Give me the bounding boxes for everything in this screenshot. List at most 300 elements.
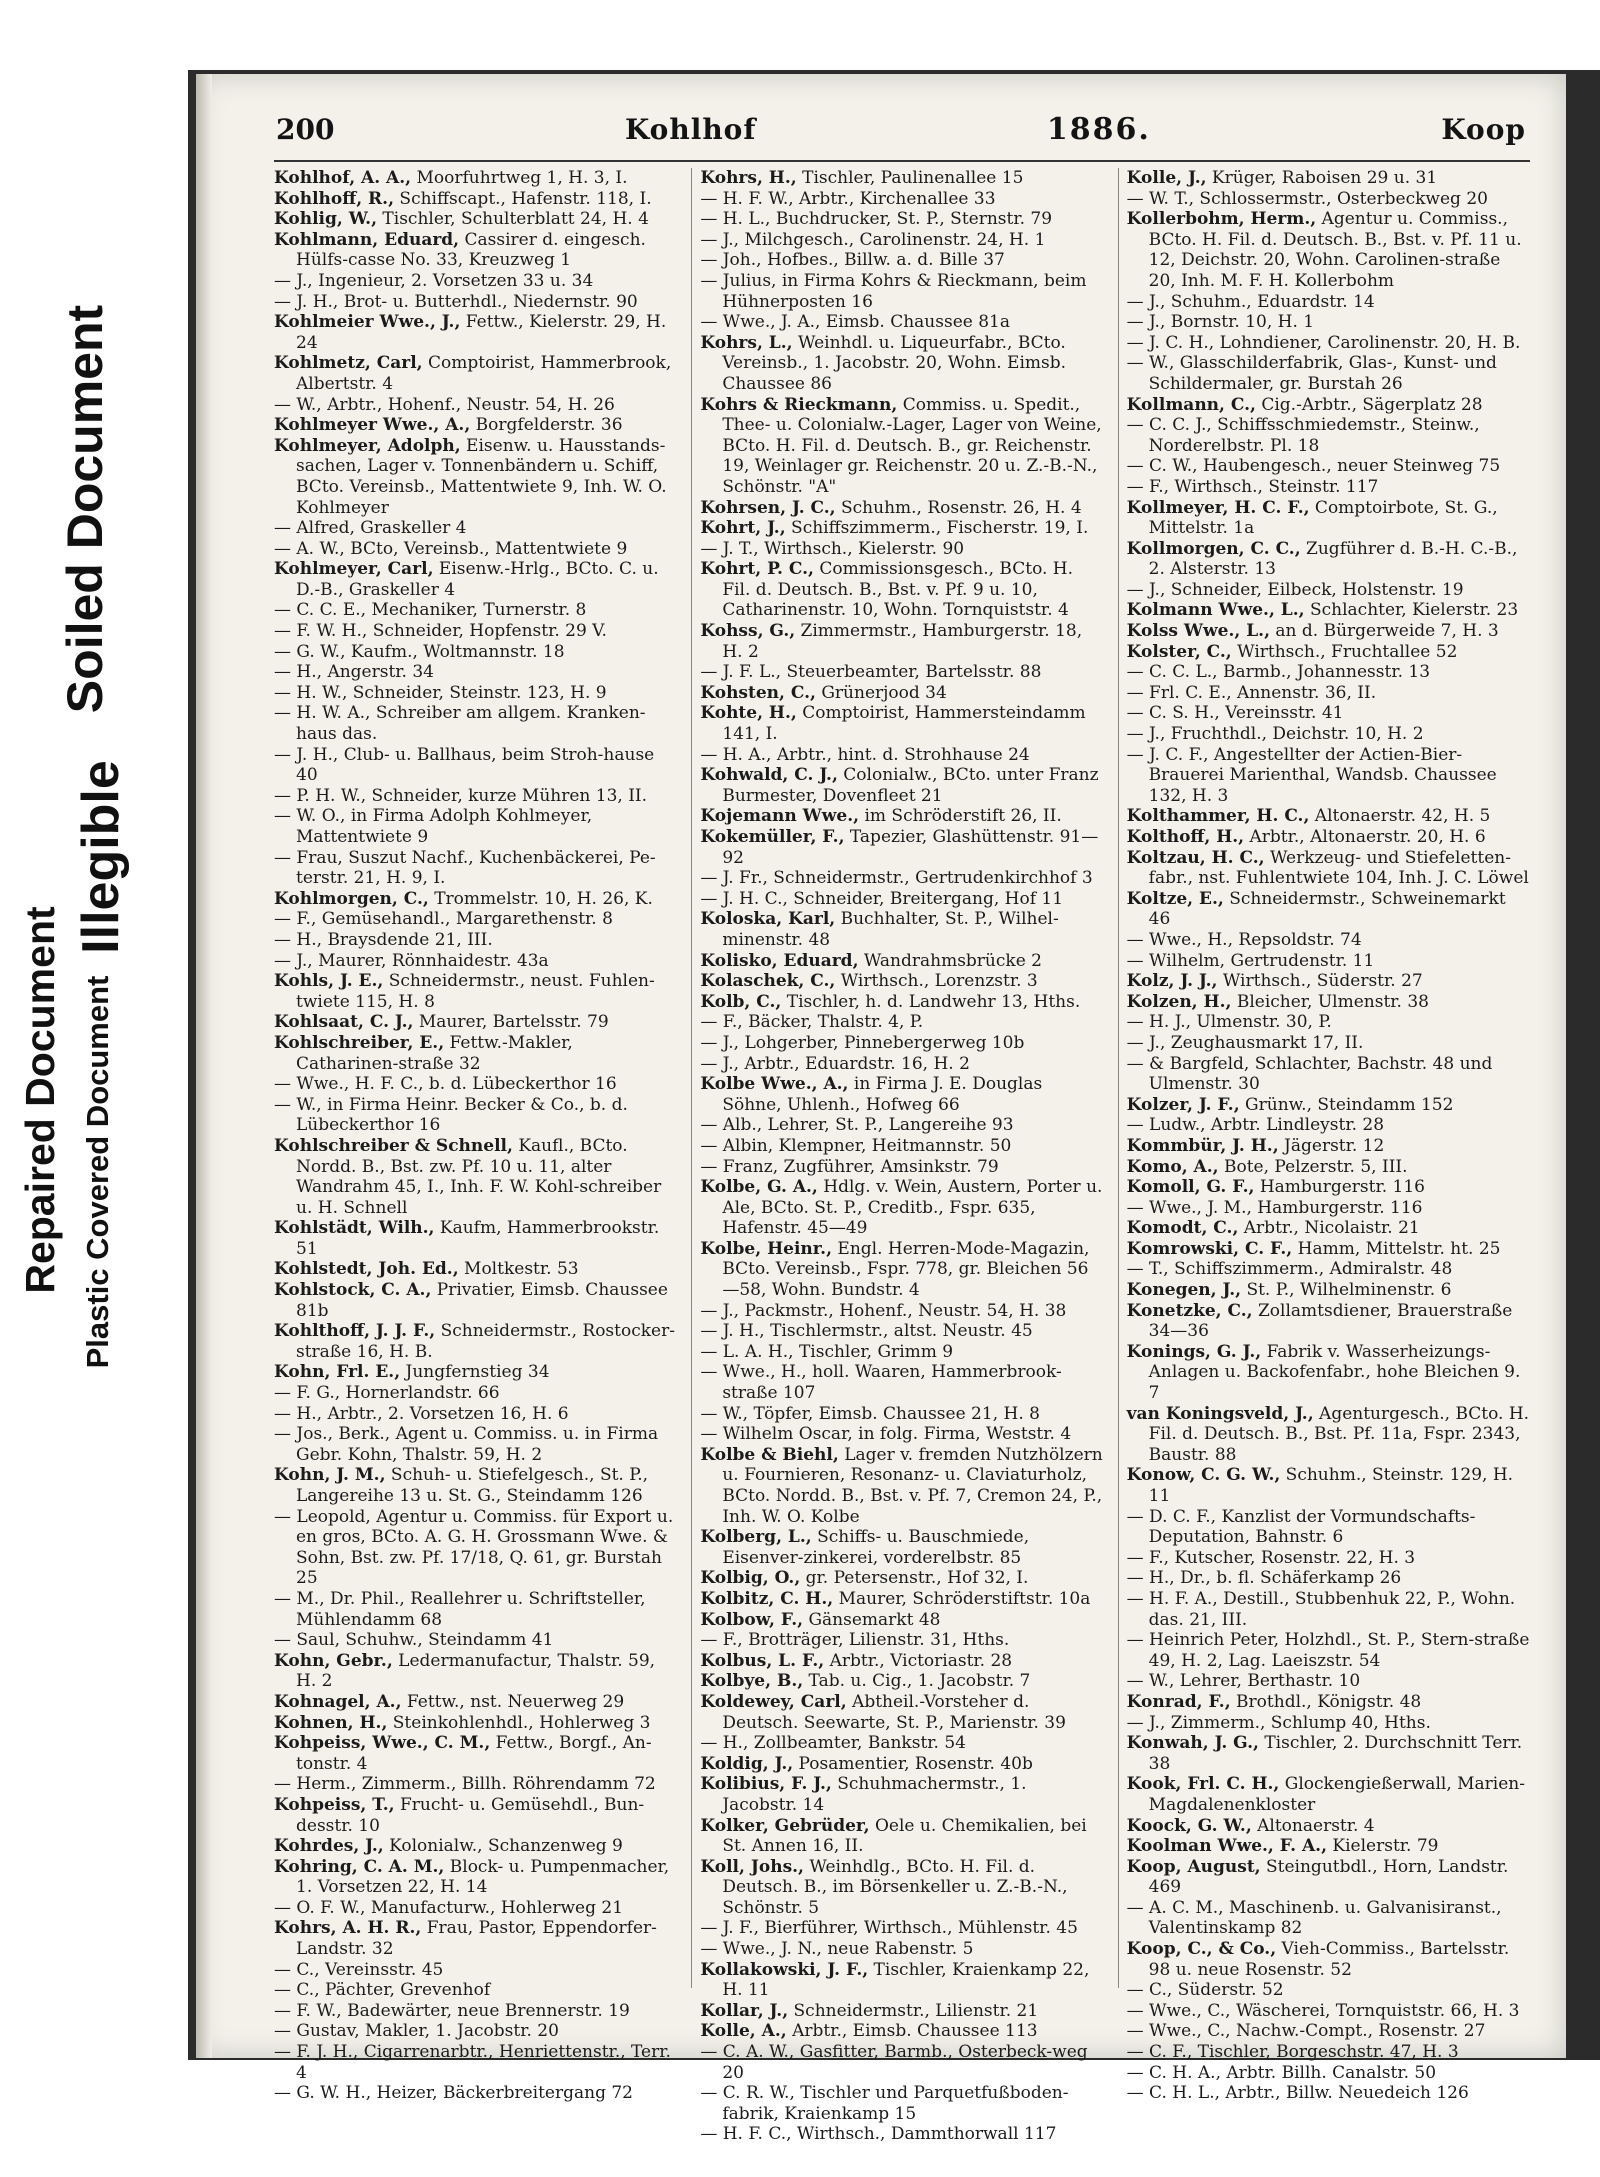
column-2 [691,168,1103,2145]
entry-name: Kohpeiss, Wwe., C. M., [274,1733,491,1754]
directory-entry [700,1816,1103,1857]
entry-details: Comptoirist, Hammersteindamm 141, I. [722,703,1086,745]
entry-name: Kolle, A., [700,2021,787,2042]
directory-entry [1127,1692,1530,1713]
entry-details: Arbtr., Altonaerstr. 20, H. 6 [1244,827,1486,847]
directory-entry [1127,580,1530,601]
directory-entry [1127,1218,1530,1239]
directory-entry [1127,415,1530,456]
entry-details: Kielerstr. 79 [1327,1836,1439,1857]
directory-entry [700,1754,1103,1775]
entry-details: — C., Süderstr. 52 [1126,1980,1284,2001]
entry-details: — Franz, Zugführer, Amsinkstr. 79 [700,1156,999,1177]
entry-details: gr. Petersenstr., Hof 32, I. [800,1568,1029,1589]
entry-details: Schlachter, Kielerstr. 23 [1304,600,1519,621]
entry-details: — Saul, Schuhw., Steindamm 41 [274,1630,554,1651]
directory-entry [274,889,677,910]
entry-details: — J., Ingenieur, 2. Vorsetzen 33 u. 34 [274,270,594,291]
entry-details: — C. C. J., Schiffsschmiedemstr., Steinw., Norderelbstr. Pl. 18 [1126,415,1480,456]
entry-name: Kolzer, J. F., [1126,1094,1240,1115]
directory-entry [1127,848,1530,889]
directory-entry [700,1733,1103,1754]
entry-details: Schiffszimmerm., Fischerstr. 19, I. [785,518,1089,539]
entry-details: Wandrahmsbrücke 2 [858,950,1042,971]
entry-details: — C., Pächter, Grevenhof [274,1980,491,2001]
entry-details: Weinhdlg., BCto. H. Fil. d. Deutsch. B., im Börsenkeller u. Z.-B.-N., Schönstr. 5 [722,1856,1068,1918]
label-repaired-document: Repaired Document [17,906,63,1294]
entry-details: — H., Braysdende 21, III. [274,929,493,950]
entry-details: — C., Vereinsstr. 45 [274,1959,444,1980]
condition-labels [0,0,185,2177]
entry-name: Kolmann Wwe., L., [1126,600,1305,621]
directory-entry [274,1259,677,1280]
entry-details: Trommelstr. 10, H. 26, K. [428,888,653,909]
entry-name: Kohrs, L., [700,332,793,353]
directory-page [196,74,1566,2145]
entry-name: Kolisko, Eduard, [700,950,859,971]
entry-name: Kolb, C., [700,991,782,1012]
entry-details: Schuhmachermstr., 1. Jacobstr. 14 [722,1774,1027,1815]
entry-name: Kohlstock, C. A., [274,1280,432,1301]
entry-name: Kohlschreiber & Schnell, [274,1135,513,1156]
entry-details: — & Bargfeld, Schlachter, Bachstr. 48 und Ulmenstr. 30 [1126,1053,1493,1095]
entry-name: Kolthammer, H. C., [1126,806,1310,827]
directory-entry [274,1321,677,1362]
entry-details: — J., Zeughausmarkt 17, II. [1126,1032,1364,1053]
directory-entry [1127,1980,1530,2001]
entry-name: Kohlmeyer, Adolph, [274,435,461,456]
entry-details: — C. H. A., Arbtr. Billh. Canalstr. 50 [1126,2062,1437,2083]
entry-name: Koltze, E., [1126,888,1224,909]
directory-entry [274,1774,677,1795]
directory-entry [700,765,1103,806]
entry-name: Koock, G. W., [1126,1815,1252,1836]
directory-entry [700,250,1103,271]
entry-details: Schuhm., Steinstr. 129, H. 11 [1148,1465,1514,1506]
entry-name: Kokemüller, F., [700,827,845,847]
entry-name: Kohn, J. M., [274,1465,386,1486]
directory-entry [1127,498,1530,539]
directory-entry [700,662,1103,683]
entry-name: Koldig, J., [700,1753,794,1774]
entry-details: Arbtr., Eimsb. Chaussee 113 [786,2021,1038,2042]
directory-entry [700,1671,1103,1692]
entry-details: — H., Dr., b. fl. Schäferkamp 26 [1126,1568,1402,1589]
directory-entry [274,848,677,889]
directory-entry [700,168,1103,189]
entry-details: — W. O., in Firma Adolph Kohlmeyer, Mattentwiete 9 [274,806,593,847]
directory-entry [274,415,677,436]
directory-entry [1127,1033,1530,1054]
directory-entry [700,1610,1103,1631]
entry-name: Konrad, F., [1126,1691,1231,1712]
directory-entry [700,230,1103,251]
directory-entry [274,786,677,807]
directory-entry [274,1507,677,1589]
directory-entry [700,518,1103,539]
entry-details: — J., Milchgesch., Carolinenstr. 24, H. 1 [700,229,1046,250]
entry-details: — W., in Firma Heinr. Becker & Co., b. d. Lübeckerthor 16 [274,1094,628,1136]
directory-entry [274,312,677,353]
entry-name: Koltzau, H. C., [1126,847,1265,868]
directory-entry [700,1857,1103,1919]
entry-details: Zimmermstr., Hamburgerstr. 18, H. 2 [722,621,1083,662]
entry-name: Kohlsaat, C. J., [274,1012,414,1033]
directory-entry [1127,292,1530,313]
directory-entry [274,1960,677,1981]
entry-details: — J., Fruchthdl., Deichstr. 10, H. 2 [1126,724,1424,745]
directory-entry [1127,1733,1530,1774]
entry-details: Block- u. Pumpenmacher, 1. Vorsetzen 22, H. 14 [296,1856,670,1898]
entry-details: Jägerstr. 12 [1278,1135,1385,1156]
entry-details: — F., Brotträger, Lilienstr. 31, Hths. [700,1630,1010,1651]
directory-entry [1127,2042,1530,2063]
directory-entry [274,642,677,663]
entry-details: Fettw., nst. Neuerweg 29 [401,1691,625,1712]
entry-name: Kohlthoff, J. J. F., [274,1321,436,1342]
entry-details: Steingutbdl., Horn, Landstr. 469 [1148,1856,1509,1898]
directory-entry [274,1713,677,1734]
entry-details: — W., Arbtr., Hohenf., Neustr. 54, H. 26 [274,394,615,415]
directory-entry [274,209,677,230]
directory-entry [700,703,1103,744]
directory-entry [700,209,1103,230]
entry-details: — F. J. H., Cigarrenarbtr., Henriettenstr., Terr. 4 [274,2042,671,2083]
entry-details: — J., Bornstr. 10, H. 1 [1126,312,1315,333]
entry-details: — J., Lohgerber, Pinnebergerweg 10b [700,1032,1025,1053]
directory-entry [1127,1568,1530,1589]
entry-details: Altonaerstr. 4 [1251,1815,1375,1836]
entry-details: — G. W. H., Heizer, Bäckerbreitergang 72 [274,2083,633,2104]
directory-entry [1127,1012,1530,1033]
directory-entry [1127,333,1530,354]
entry-details: — C. S. H., Vereinsstr. 41 [1126,703,1344,724]
directory-entry [1127,1465,1530,1506]
directory-entry [700,189,1103,210]
directory-entry [1127,951,1530,972]
entry-name: Komoll, G. F., [1126,1177,1255,1198]
entry-details: Fettw.-Makler, Catharinen-straße 32 [296,1032,573,1074]
directory-entry [1127,600,1530,621]
directory-entry [274,1980,677,2001]
entry-details: — H. L., Buchdrucker, St. P., Sternstr. 79 [700,209,1053,230]
entry-name: Kohnagel, A., [274,1691,402,1712]
entry-name: Kojemann Wwe., [700,806,860,827]
entry-name: Kohte, H., [700,703,797,724]
entry-details: — W. T., Schlossermstr., Osterbeckweg 20 [1126,188,1488,209]
directory-entry [1127,1548,1530,1569]
directory-entry [1127,683,1530,704]
entry-name: Kohnen, H., [274,1712,388,1733]
directory-entry [700,1301,1103,1322]
entry-details: Arbtr., Victoriastr. 28 [824,1650,1013,1671]
directory-entry [1127,2001,1530,2022]
directory-entry [274,621,677,642]
entry-details: — Julius, in Firma Kohrs & Rieckmann, beim Hühnerposten 16 [700,270,1087,312]
entry-name: Kohrt, P. C., [700,559,814,580]
directory-entry [700,1054,1103,1075]
directory-entry [1127,1054,1530,1095]
entry-details: — H., Angerstr. 34 [274,662,434,683]
directory-entry [700,2083,1103,2124]
entry-details: — T., Schiffszimmerm., Admiralstr. 48 [1126,1259,1453,1280]
entry-details: — Gustav, Makler, 1. Jacobstr. 20 [274,2021,559,2042]
entry-name: Kohlig, W., [274,209,378,230]
entry-details: — Wwe., J. N., neue Rabenstr. 5 [700,1939,974,1960]
entry-details: Buchhalter, St. P., Wilhel-minenstr. 48 [722,909,1059,950]
entry-details: Abtheil.-Vorsteher d. Deutsch. Seewarte, St. P., Marienstr. 39 [722,1691,1066,1733]
entry-name: Kolbe, Heinr., [700,1238,832,1259]
entry-details: Ledermanufactur, Thalstr. 59, H. 2 [296,1650,656,1692]
directory-entry [274,1074,677,1095]
entry-name: Kohrt, J., [700,518,786,539]
directory-entry [700,1239,1103,1301]
entry-name: Kohlmeier Wwe., J., [274,312,461,333]
directory-entry [1127,745,1530,807]
entry-details: — Wwe., H., holl. Waaren, Hammerbrook-straße 107 [700,1362,1062,1404]
entry-name: Kohls, J. E., [274,971,384,992]
directory-entry [700,1115,1103,1136]
entry-details: Werkzeug- und Stiefeletten-fabr., nst. Fuhlentwiete 104, Inh. J. C. Löwel [1148,847,1529,889]
directory-entry [274,1033,677,1074]
directory-entry [274,1795,677,1836]
directory-entry [1127,209,1530,291]
entry-details: Maurer, Schröderstiftstr. 10a [833,1588,1091,1609]
entry-name: Kohring, C. A. M., [274,1856,445,1877]
directory-entry [274,806,677,847]
entry-details: Grünerjood 34 [815,682,947,703]
entry-details: Glockengießerwall, Marien-Magdalenenkloster [1148,1774,1525,1815]
directory-entry [274,1383,677,1404]
entry-details: — J. H., Tischlermstr., altst. Neustr. 45 [700,1321,1033,1342]
entry-details: Kaufl., BCto. Nordd. B., Bst. zw. Pf. 10 u. 11, alter Wandrahm 45, I., Inh. F. W. Kohl-schreiber u. H. Schnell [296,1135,662,1218]
directory-entry [274,559,677,600]
directory-entry [1127,827,1530,848]
directory-entry [700,1918,1103,1939]
directory-entry [1127,312,1530,333]
entry-details: Schiffscapt., Hafenstr. 118, I. [394,188,652,209]
directory-entry [700,1960,1103,2001]
entry-details: Tischler, Schulterblatt 24, H. 4 [377,209,649,230]
directory-entry [1127,1177,1530,1198]
directory-entry [700,951,1103,972]
entry-details: — C. A. W., Gasfitter, Barmb., Osterbeck-weg 20 [700,2042,1088,2083]
directory-entry [700,868,1103,889]
entry-details: — A. W., BCto, Vereinsb., Mattentwiete 9 [274,538,628,559]
directory-entry [700,333,1103,395]
directory-entry [1127,1898,1530,1939]
directory-entry [700,1651,1103,1672]
entry-name: Kolbe, G. A., [700,1177,818,1198]
entry-details: — H. A., Arbtr., hint. d. Strohhause 24 [700,744,1030,765]
directory-entry [274,518,677,539]
directory-entry [700,271,1103,312]
entry-details: — J. C. F., Angestellter der Actien-Bier-Brauerei Marienthal, Wandsb. Chaussee 132, H. 3 [1126,744,1497,806]
entry-details: Schneidermstr., Lilienstr. 21 [788,2000,1039,2021]
entry-details: Schneidermstr., Rostocker-straße 16, H. B. [296,1321,675,1362]
directory-entry [1127,1115,1530,1136]
entry-details: — Heinrich Peter, Holzhdl., St. P., Stern-straße 49, H. 2, Lag. Laeiszstr. 54 [1126,1630,1530,1671]
directory-entry [1127,1816,1530,1837]
column-1 [274,168,677,2104]
entry-name: Kommbür, J. H., [1126,1135,1279,1156]
directory-entry [274,1095,677,1136]
entry-name: Kolker, Gebrüder, [700,1815,870,1836]
entry-details: — J. Fr., Schneidermstr., Gertrudenkirchhof 3 [700,868,1093,889]
directory-entry [274,2042,677,2083]
directory-entry [700,1136,1103,1157]
directory-entry [274,292,677,313]
directory-entry [274,1218,677,1259]
directory-entry [274,951,677,972]
entry-details: — F., Gemüsehandl., Margarethenstr. 8 [274,909,613,930]
label-plastic-covered-document: Plastic Covered Document [80,975,115,1369]
directory-entry [700,1424,1103,1445]
directory-entry [1127,971,1530,992]
directory-entry [1127,1259,1530,1280]
directory-entry [1127,1301,1530,1342]
entry-name: Kolbe Wwe., A., [700,1074,849,1095]
right-keyword: Koop [1441,113,1526,146]
entry-name: Kolbow, F., [700,1609,804,1630]
entry-details: — F. G., Hornerlandstr. 66 [274,1383,500,1404]
entry-name: Kolbus, L. F., [700,1650,825,1671]
directory-entry [274,168,677,189]
directory-entry [1127,930,1530,951]
entry-details: — C. R. W., Tischler und Parquetfußboden-fabrik, Kraienkamp 15 [700,2083,1069,2124]
entry-name: Kolaschek, C., [700,971,836,992]
directory-entry [700,1177,1103,1239]
directory-entry [1127,992,1530,1013]
header-rule [274,160,1530,162]
entry-name: Kollmeyer, H. C. F., [1126,497,1310,518]
entry-details: — Wilhelm, Gertrudenstr. 11 [1126,950,1375,971]
entry-details: Jungfernstieg 34 [400,1362,550,1383]
entry-name: Kolbitz, C. H., [700,1588,834,1609]
directory-entry [274,1733,677,1774]
entry-details: — L. A. H., Tischler, Grimm 9 [700,1341,954,1362]
entry-name: Kohn, Frl. E., [274,1362,401,1383]
entry-details: Gänsemarkt 48 [803,1609,941,1630]
entry-details: — J. C. H., Lohndiener, Carolinenstr. 20, H. B. [1126,332,1521,353]
entry-details: — Wwe., H., Repsoldstr. 74 [1126,929,1362,950]
entry-name: Kolbe & Biehl, [700,1444,839,1465]
left-keyword: Kohlhof [624,113,757,146]
entry-details: St. P., Wilhelminenstr. 6 [1241,1280,1452,1301]
directory-entry [1127,2021,1530,2042]
entry-details: Tischler, Kraienkamp 22, H. 11 [722,1959,1090,2001]
entry-name: Kohsten, C., [700,682,816,703]
entry-details: — W., Töpfer, Eimsb. Chaussee 21, H. 8 [700,1403,1040,1424]
entry-details: — Ludw., Arbtr. Lindleystr. 28 [1126,1115,1385,1136]
entry-details: Oele u. Chemikalien, bei St. Annen 16, II. [722,1815,1087,1857]
entry-details: Hamm, Mittelstr. ht. 25 [1292,1238,1501,1259]
entry-details: Altonaerstr. 42, H. 5 [1309,806,1491,827]
entry-name: Kolster, C., [1126,641,1232,662]
directory-entry [1127,724,1530,745]
entry-details: Fabrik v. Wasserheizungs-Anlagen u. Backofenfabr., hohe Bleichen 9. 7 [1148,1341,1521,1404]
entry-details: Schuhm., Rosenstr. 26, H. 4 [835,497,1082,518]
directory-entry [274,1404,677,1425]
directory-entry [1127,477,1530,498]
directory-entry [1127,1589,1530,1630]
directory-entry [1127,1239,1530,1260]
entry-name: Koolman Wwe., F. A., [1126,1836,1327,1857]
entry-details: Fettw., Kielerstr. 29, H. 24 [296,312,667,353]
entry-details: — H. F. A., Destill., Stubbenhuk 22, P., Wohn. das. 21, III. [1126,1588,1516,1630]
entry-name: Konwah, J. G., [1126,1733,1259,1754]
directory-entry [1127,1342,1530,1404]
entry-details: Agentur u. Commiss., BCto. H. Fil. d. Deutsch. B., Bst. v. Pf. 11 u. 12, Deichstr. 20, Wohn. Carolinen-straße 20, Inh. M. F. H. Kollerbohm [1148,209,1522,291]
entry-details: Tapezier, Glashüttenstr. 91—92 [722,827,1099,868]
entry-name: Kohwald, C. J., [700,765,838,786]
entry-details: — W., Lehrer, Berthastr. 10 [1126,1671,1361,1692]
entry-name: Kohlmorgen, C., [274,888,429,909]
entry-details: Schiffs- u. Bauschmiede, Eisenver-zinkerei, vorderelbstr. 85 [722,1527,1030,1568]
entry-details: im Schröderstift 26, II. [859,806,1062,827]
directory-entry [1127,539,1530,580]
entry-details: Tischler, h. d. Landwehr 13, Hths. [781,991,1081,1012]
directory-entry [274,745,677,786]
entry-details: — F., Bäcker, Thalstr. 4, P. [700,1012,924,1033]
directory-entry [1127,703,1530,724]
entry-name: Komo, A., [1126,1156,1219,1177]
directory-entry [1127,168,1530,189]
entry-name: Kohpeiss, T., [274,1794,395,1815]
entry-name: Kohlhof, A. A., [274,168,412,188]
entry-details: Zollamtsdiener, Brauerstraße 34—36 [1148,1300,1513,1342]
entry-details: — J. F. L., Steuerbeamter, Bartelsstr. 88 [700,662,1042,683]
entry-name: Kolbig, O., [700,1568,801,1589]
entry-details: Posamentier, Rosenstr. 40b [793,1753,1033,1774]
entry-name: Kohrs, H., [700,168,797,188]
directory-entry [1127,806,1530,827]
page-header [276,112,1526,154]
entry-name: Komrowski, C. F., [1126,1238,1293,1259]
entry-details: — F., Kutscher, Rosenstr. 22, H. 3 [1126,1547,1416,1568]
entry-details: — J. H., Brot- u. Butterhdl., Niedernstr. 90 [274,291,638,312]
entry-name: Kolibius, F. J., [700,1774,832,1795]
directory-entry [700,827,1103,868]
directory-entry [274,1589,677,1630]
directory-entry [700,971,1103,992]
entry-details: Agenturgesch., BCto. H. Fil. d. Deutsch. B., Bst. Pf. 11a, Fspr. 2343, Baustr. 88 [1148,1403,1530,1465]
entry-name: Kohrdes, J., [274,1836,384,1857]
directory-entry [274,1465,677,1506]
entry-details: Cig.-Arbtr., Sägerplatz 28 [1255,394,1483,415]
entry-details: Comptoirbote, St. G., Mittelstr. 1a [1148,497,1498,539]
entry-name: Koll, Johs., [700,1856,804,1877]
directory-entry [1127,2063,1530,2084]
directory-entry [274,662,677,683]
directory-entry [1127,889,1530,930]
directory-entry [700,1589,1103,1610]
entry-details: — C. W., Haubengesch., neuer Steinweg 75 [1126,456,1501,477]
directory-entry [700,1321,1103,1342]
entry-details: — Wwe., J. A., Eimsb. Chaussee 81a [700,312,1010,333]
entry-details: Wirthsch., Fruchtallee 52 [1231,641,1458,662]
entry-details: — Frl. C. E., Annenstr. 36, II. [1126,682,1377,703]
entry-name: Kohss, G., [700,621,796,642]
directory-entry [274,436,677,518]
directory-entry [274,930,677,951]
entry-details: — F. W., Badewärter, neue Brennerstr. 19 [274,2000,630,2021]
entry-details: Comptoirist, Hammerbrook, Albertstr. 4 [296,353,672,394]
entry-name: Kohn, Gebr., [274,1650,393,1671]
directory-entry [274,683,677,704]
entry-details: — Alfred, Graskeller 4 [274,518,467,539]
entry-details: Grünw., Steindamm 152 [1239,1094,1454,1115]
